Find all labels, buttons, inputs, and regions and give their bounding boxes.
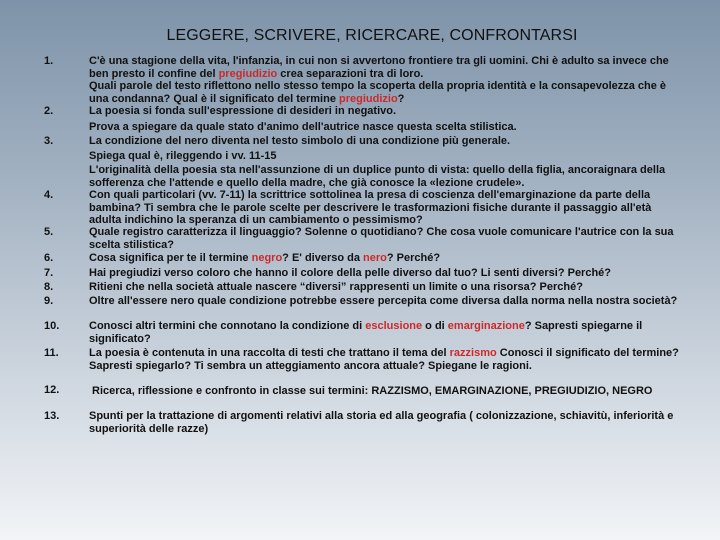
item-number: 12.	[44, 384, 60, 396]
question-text	[89, 80, 679, 105]
question-text	[89, 164, 679, 189]
text-segment: crea separazioni tra di loro.	[277, 67, 424, 80]
text-segment: La condizione del nero diventa nel testo simbolo di una condizione più generale.	[89, 135, 511, 147]
question-text	[89, 347, 679, 372]
question-text	[89, 135, 679, 148]
question-text	[89, 252, 679, 265]
question-text	[89, 150, 679, 163]
question-text	[89, 295, 679, 308]
text-segment: L'originalità della poesia sta nell'assunzione di un duplice punto di vista: quello della figlia, ancoraignara della sofferenza che l'attende e quello della madre, che già conosce la «lezione crudele».	[89, 164, 666, 189]
text-segment: ? Perché?	[386, 252, 441, 264]
text-segment: C'è una stagione della vita, l'infanzia, in cui non si avvertono frontiere tra gli uomini. Chi è adulto sa invece che ben presto il confine del	[89, 55, 669, 80]
question-text	[89, 267, 679, 280]
item-number: 2.	[44, 105, 54, 117]
item-number: 10.	[44, 320, 60, 332]
text-segment: ? E' diverso da	[282, 252, 364, 264]
highlighted-term: razzismo	[449, 347, 497, 359]
item-number: 8.	[44, 281, 54, 293]
text-segment: Quale registro caratterizza il linguaggio? Solenne o quotidiano? Che cosa vuole comunicare l'autrice con la sua scelta stilistica?	[89, 226, 674, 251]
question-text	[89, 121, 679, 134]
question-text	[89, 226, 679, 251]
question-text	[92, 385, 682, 398]
item-number: 5.	[44, 226, 54, 238]
item-number: 3.	[44, 135, 54, 147]
item-number: 11.	[44, 347, 59, 359]
text-segment: o di	[422, 320, 448, 332]
text-segment: Con quali particolari (vv. 7-11) la scrittrice sottolinea la presa di coscienza dell'emarginazione da parte della bambina? Ti sembra che le parole scelte per descrivere le trasformazioni fisiche durante il passaggio all'età adulta indichino la speranza di un cambiamento o pessimismo?	[89, 189, 652, 226]
text-segment: Ricerca, riflessione e confronto in classe sui termini: RAZZISMO, EMARGINAZIONE, PREGIUDIZIO, NEGRO	[92, 385, 653, 397]
highlighted-term: nero	[363, 252, 387, 264]
highlighted-term: pregiudizio	[218, 67, 278, 80]
item-number: 7.	[44, 267, 54, 279]
text-segment: Hai pregiudizi verso coloro che hanno il colore della pelle diverso dal tuo? Li senti diversi? Perché?	[89, 267, 612, 279]
question-text	[89, 320, 679, 345]
text-segment: Spiega qual è, rileggendo i vv. 11-15	[89, 150, 277, 162]
text-segment: ?	[397, 92, 405, 105]
item-number: 13.	[44, 410, 60, 422]
item-number: 6.	[44, 252, 54, 264]
question-text	[89, 105, 679, 118]
text-segment: Cosa significa per te il termine	[89, 252, 252, 264]
item-number: 4.	[44, 189, 54, 201]
item-number: 1.	[44, 55, 54, 67]
text-segment: La poesia è contenuta in una raccolta di testi che trattano il tema del	[89, 347, 450, 359]
highlighted-term: emarginazione	[447, 320, 525, 332]
text-segment: Prova a spiegare da quale stato d'animo dell'autrice nasce questa scelta stilistica.	[89, 121, 517, 133]
text-segment: Conosci altri termini che connotano la condizione di	[89, 320, 366, 332]
text-segment: Oltre all'essere nero quale condizione potrebbe essere percepita come diversa dalla norma nella nostra società?	[89, 295, 678, 307]
text-segment: Conosci il significato del termine? Sapresti spiegarlo? Ti sembra un atteggiamento ancora attuale? Spiegane le ragioni.	[89, 347, 679, 372]
text-segment: Quali parole del testo riflettono nello stesso tempo la scoperta della propria identità e la consapevolezza che è una condanna? Qual è il significato del termine	[89, 80, 667, 105]
item-number: 9.	[44, 295, 54, 307]
text-segment: ? Sapresti spiegarne il significato?	[89, 320, 643, 345]
highlighted-term: negro	[251, 252, 283, 264]
text-segment: Ritieni che nella società attuale nascere “diversi” rappresenti un limite o una risorsa? Perché?	[89, 281, 583, 293]
question-text	[89, 410, 679, 435]
highlighted-term: esclusione	[365, 320, 423, 332]
text-segment: Spunti per la trattazione di argomenti relativi alla storia ed alla geografia ( colonizzazione, schiavitù, inferiorità e superiorità delle razze)	[89, 410, 674, 435]
highlighted-term: pregiudizio	[339, 92, 398, 105]
text-segment: La poesia si fonda sull'espressione di desideri in negativo.	[89, 105, 397, 117]
question-text	[89, 281, 679, 294]
question-text	[89, 55, 679, 80]
page-title: LEGGERE, SCRIVERE, RICERCARE, CONFRONTARSI	[166, 27, 578, 44]
question-text	[89, 189, 679, 227]
